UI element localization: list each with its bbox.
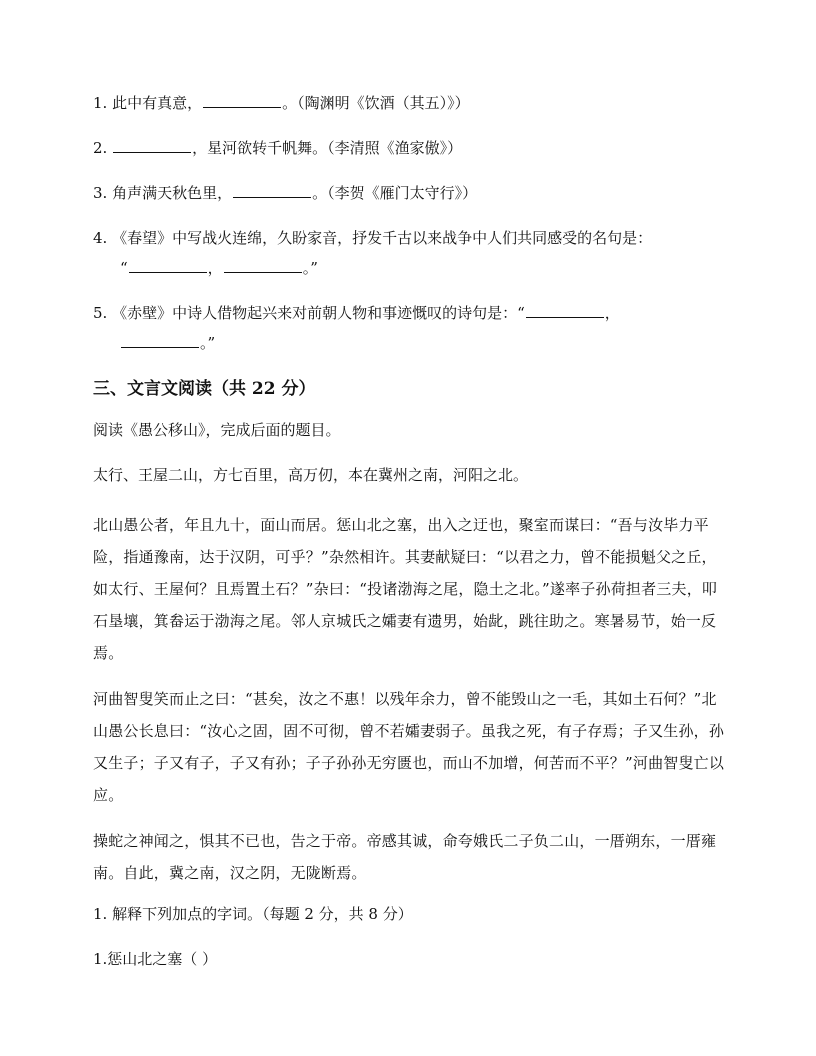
passage-paragraph-2: 北山愚公者，年且九十，面山而居。惩山北之塞，出入之迂也，聚室而谋曰：“吾与汝毕力平险，指通豫南，达于汉阴，可乎？”杂然相许。其妻献疑曰：“以君之力，曾不能损魁父之丘，如太行、王屋何？且焉置土石？”杂曰：“投诸渤海之尾，隐土之北。”遂率子孙荷担者三夫，叩石垦壤，箕畚运于渤海之尾。邻人京城氏之孀妻有遗男，始龀，跳往助之。寒暑易节，始一反焉。 bbox=[93, 516, 718, 662]
answer-blank[interactable] bbox=[129, 257, 207, 273]
question-5-text: 5. 《赤壁》中诗人借物起兴来对前朝人物和事迹慨叹的诗句是：“ bbox=[93, 304, 525, 322]
sub-question-item-1: 1.惩山北之塞（ ） bbox=[93, 950, 218, 968]
question-2-text: ，星河欲转千帆舞。（李清照《渔家傲》） bbox=[192, 139, 463, 157]
passage-paragraph-1: 太行、王屋二山，方七百里，高万仞，本在冀州之南，河阳之北。 bbox=[93, 466, 529, 484]
question-2-number: 2. bbox=[93, 139, 113, 157]
question-5-line-1 bbox=[93, 302, 728, 324]
comma: ， bbox=[207, 259, 223, 277]
reading-intro: 阅读《愚公移山》，完成后面的题目。 bbox=[93, 421, 341, 439]
question-5 bbox=[93, 302, 728, 354]
passage-paragraph-4: 操蛇之神闻之，惧其不已也，告之于帝。帝感其诚，命夸娥氏二子负二山，一厝朔东，一厝雍南。自此，冀之南，汉之阴，无陇断焉。 bbox=[93, 832, 717, 882]
question-1-text: 1. 此中有真意， bbox=[93, 94, 203, 112]
open-quote: “ bbox=[120, 259, 128, 277]
answer-blank[interactable] bbox=[233, 182, 311, 198]
question-4 bbox=[93, 227, 728, 279]
section-heading: 三、文言文阅读（共 22 分） bbox=[93, 379, 316, 399]
question-5-answer-line bbox=[93, 332, 728, 354]
passage-paragraph-3: 河曲智叟笑而止之曰：“甚矣，汝之不惠！以残年余力，曾不能毁山之一毛，其如土石何？”北山愚公长息曰：“汝心之固，固不可彻，曾不若孀妻弱子。虽我之死，有子存焉；子又生孙，孙又生子；子又有子，子又有孙；子子孙孙无穷匮也，而山不加增，何苦而不平？”河曲智叟亡以应。 bbox=[93, 690, 725, 804]
question-4-answer-line bbox=[93, 257, 728, 279]
answer-blank[interactable] bbox=[203, 92, 281, 108]
answer-blank[interactable] bbox=[121, 332, 199, 348]
answer-blank[interactable] bbox=[113, 137, 191, 153]
question-3-source: 。（李贺《雁门太守行》） bbox=[312, 184, 478, 202]
question-3-text: 3. 角声满天秋色里， bbox=[93, 184, 233, 202]
document-content bbox=[93, 92, 728, 993]
comma: ， bbox=[604, 304, 620, 322]
question-4-text: 4. 《春望》中写战火连绵，久盼家音，抒发千古以来战争中人们共同感受的名句是： bbox=[93, 229, 653, 247]
answer-blank[interactable] bbox=[526, 302, 604, 318]
question-2 bbox=[93, 137, 728, 159]
answer-blank[interactable] bbox=[224, 257, 302, 273]
question-1-source: 。（陶渊明《饮酒（其五）》） bbox=[282, 94, 470, 112]
question-3 bbox=[93, 182, 728, 204]
question-1 bbox=[93, 92, 728, 114]
close-quote: 。” bbox=[302, 259, 318, 277]
close-quote: 。” bbox=[200, 334, 216, 352]
sub-question-heading: 1. 解释下列加点的字词。（每题 2 分，共 8 分） bbox=[93, 905, 413, 923]
